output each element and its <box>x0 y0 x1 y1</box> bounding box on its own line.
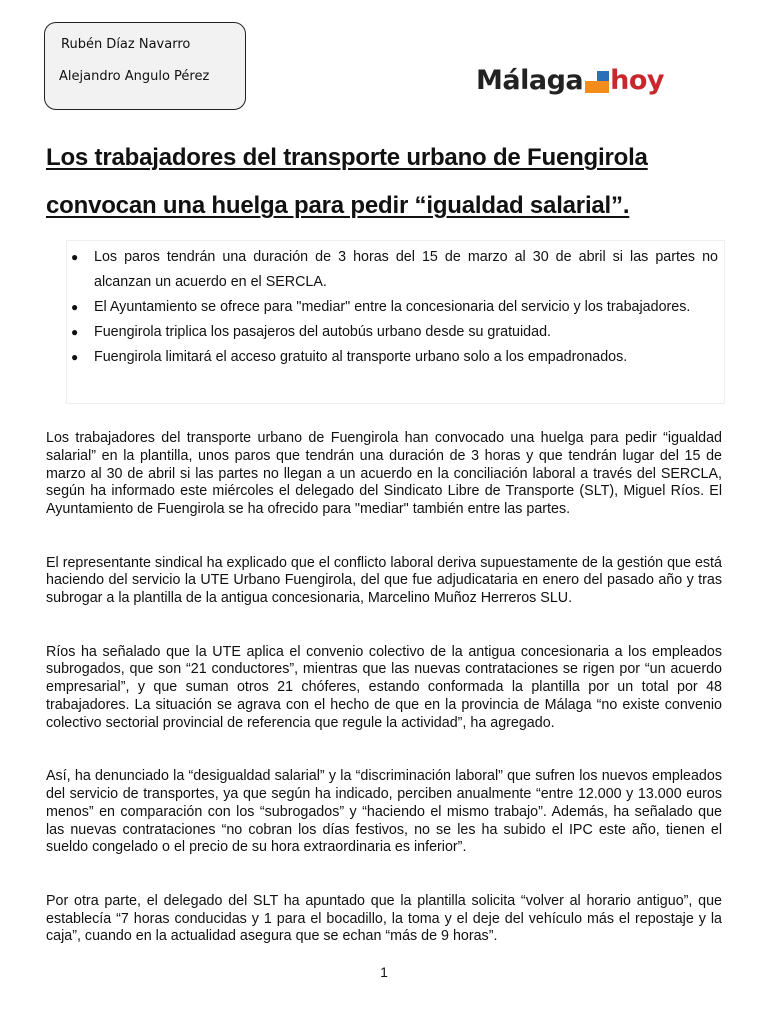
bullet-icon: ● <box>71 325 79 339</box>
bullet-icon: ● <box>71 250 79 264</box>
highlight-item: ● Fuengirola limitará el acceso gratuito al transporte urbano solo a los empadronados. <box>71 345 718 370</box>
malaga-hoy-logo-mark-icon <box>585 71 609 93</box>
malaga-hoy-logo <box>476 60 664 96</box>
article-body <box>46 430 722 982</box>
logo-text-malaga: Málaga <box>476 65 584 96</box>
body-paragraph: Por otra parte, el delegado del SLT ha apuntado que la plantilla solicita “volver al horario antiguo”, que establecía “7 horas conducidas y 1 para el bocadillo, la toma y el deje del vehículo más el repostaje y la caja”, cuando en la actualidad asegura que se echan “más de 9 horas”. <box>46 892 722 945</box>
bullet-icon: ● <box>71 350 79 364</box>
page-number: 1 <box>380 964 388 980</box>
logo-text-hoy: hoy <box>610 65 664 96</box>
highlights-list <box>71 245 718 370</box>
author-name: Alejandro Angulo Pérez <box>59 69 210 84</box>
highlight-item: ● Los paros tendrán una duración de 3 horas del 15 de marzo al 30 de abril si las partes no alcanzan un acuerdo en el SERCLA. <box>71 245 718 295</box>
authors-box <box>44 22 246 110</box>
author-name: Rubén Díaz Navarro <box>61 37 191 52</box>
article-headline: Los trabajadores del transporte urbano de Fuengirola convocan una huelga para pedir “igualdad salarial”. <box>46 144 648 219</box>
body-paragraph: Así, ha denunciado la “desigualdad salarial” y la “discriminación laboral” que sufren los nuevos empleados del servicio de transportes, ya que según ha indicado, perciben anualmente “entre 12.000 y 13.000 euros menos” en comparación con los “subrogados” y “haciendo el mismo trabajo”. Además, ha señalado que las nuevas contrataciones “no cobran los días festivos, no se les ha subido el IPC este año, tienen el sueldo congelado o el precio de su hora extraordinaria es inferior”. <box>46 768 722 856</box>
highlights-box <box>66 240 725 404</box>
body-paragraph: Los trabajadores del transporte urbano de Fuengirola han convocado una huelga para pedir “igualdad salarial” en la plantilla, unos paros que tendrán una duración de 3 horas y que tendrán lugar del 15 de marzo al 30 de abril si las partes no llegan a un acuerdo en la conciliación laboral a través del SERCLA, según ha informado este miércoles el delegado del Sindicato Libre de Transporte (SLT), Miguel Ríos. El Ayuntamiento de Fuengirola se ha ofrecido para "mediar" también entre las partes. <box>46 430 722 518</box>
body-paragraph: El representante sindical ha explicado que el conflicto laboral deriva supuestamente de la gestión que está haciendo del servicio la UTE Urbano Fuengirola, del que fue adjudicataria en enero del pasado año y tras subrogar a la plantilla de la antigua concesionaria, Marcelino Muñoz Herreros SLU. <box>46 554 722 607</box>
highlight-item: ● Fuengirola triplica los pasajeros del autobús urbano desde su gratuidad. <box>71 320 718 345</box>
highlight-item: ● El Ayuntamiento se ofrece para "mediar" entre la concesionaria del servicio y los trabajadores. <box>71 295 718 320</box>
body-paragraph: Ríos ha señalado que la UTE aplica el convenio colectivo de la antigua concesionaria a los empleados subrogados, que son “21 conductores”, mientras que las nuevas contrataciones se rigen por “un acuerdo empresarial”, y que suman otros 21 chóferes, estando conformada la plantilla por un total por 48 trabajadores. La situación se agrava con el hecho de que en la provincia de Málaga “no existe convenio colectivo sectorial provincial de referencia que regule la actividad”, ha agregado. <box>46 643 722 731</box>
bullet-icon: ● <box>71 300 79 314</box>
